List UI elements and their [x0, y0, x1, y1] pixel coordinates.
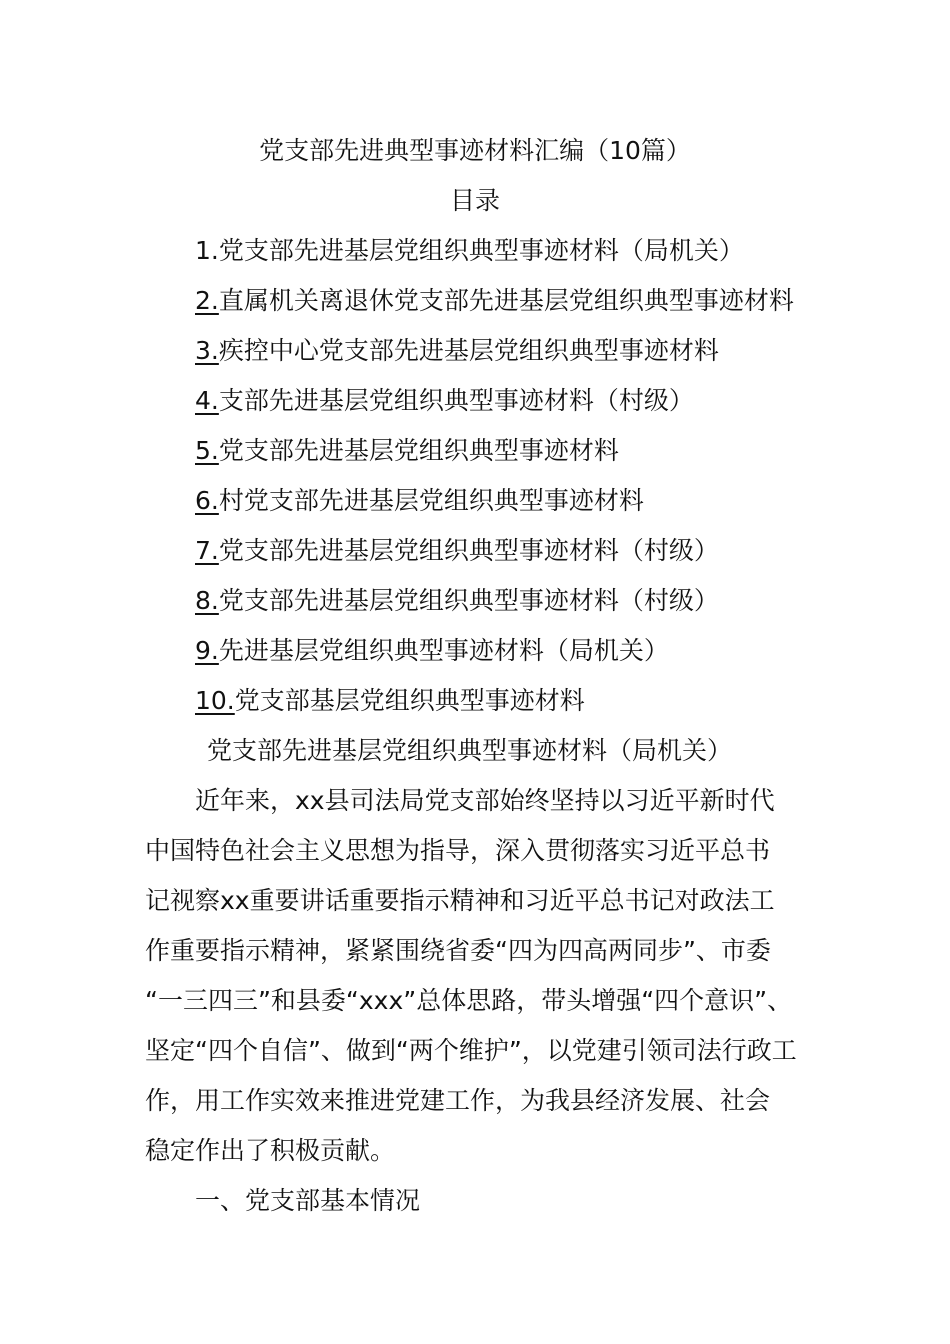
paragraph-line: 近年来，xx县司法局党支部始终坚持以习近平新时代	[195, 786, 775, 815]
toc-item-number: 1.	[195, 236, 219, 265]
toc-item-text: 疾控中心党支部先进基层党组织典型事迹材料	[218, 336, 719, 365]
toc-item-text: 先进基层党组织典型事迹材料（局机关）	[218, 636, 669, 665]
paragraph-line: 稳定作出了积极贡献。	[145, 1136, 396, 1165]
toc-item[interactable]	[195, 284, 794, 318]
toc-item-number: 5.	[195, 436, 219, 465]
toc-item[interactable]	[195, 684, 585, 718]
toc-item-text: 党支部先进基层党组织典型事迹材料（村级）	[218, 536, 719, 565]
document-title: 党支部先进典型事迹材料汇编（10篇）	[259, 136, 691, 165]
toc-item-number: 10.	[195, 686, 235, 715]
paragraph-line: 坚定“四个自信”、做到“两个维护”，以党建引领司法行政工	[145, 1036, 797, 1065]
section-heading: 一、党支部基本情况	[195, 1186, 421, 1215]
toc-item[interactable]	[195, 484, 644, 518]
paragraph-line: 作，用工作实效来推进党建工作，为我县经济发展、社会	[145, 1086, 771, 1115]
paragraph-line: 作重要指示精神，紧紧围绕省委“四为四高两同步”、市委	[145, 936, 771, 965]
toc-item-text: 党支部基层党组织典型事迹材料	[234, 686, 585, 715]
paragraph-line: 记视察xx重要讲话重要指示精神和习近平总书记对政法工	[145, 886, 775, 915]
article-title: 党支部先进基层党组织典型事迹材料（局机关）	[207, 736, 733, 765]
toc-item-text: 党支部先进基层党组织典型事迹材料	[218, 436, 619, 465]
paragraph-line: “一三四三”和县委“xxx”总体思路，带头增强“四个意识”、	[145, 986, 793, 1015]
toc-item-text: 村党支部先进基层党组织典型事迹材料	[218, 486, 644, 515]
toc-item-number: 9.	[195, 636, 219, 665]
toc-item-text: 支部先进基层党组织典型事迹材料（村级）	[218, 386, 694, 415]
toc-item[interactable]	[195, 234, 744, 268]
toc-item-number: 2.	[195, 286, 219, 315]
toc-item-text: 党支部先进基层党组织典型事迹材料（村级）	[218, 586, 719, 615]
toc-item-text: 党支部先进基层党组织典型事迹材料（局机关）	[218, 236, 744, 265]
toc-item[interactable]	[195, 384, 694, 418]
toc-item[interactable]	[195, 534, 719, 568]
toc-item[interactable]	[195, 634, 669, 668]
toc-item[interactable]	[195, 434, 619, 468]
toc-item[interactable]	[195, 584, 719, 618]
toc-heading: 目录	[449, 186, 500, 215]
toc-item-number: 8.	[195, 586, 219, 615]
paragraph-line: 中国特色社会主义思想为指导，深入贯彻落实习近平总书	[145, 836, 771, 865]
toc-item-number: 7.	[195, 536, 219, 565]
toc-item-number: 3.	[195, 336, 219, 365]
toc-item-number: 4.	[195, 386, 219, 415]
toc-item-number: 6.	[195, 486, 219, 515]
toc-item[interactable]	[195, 334, 719, 368]
toc-item-text: 直属机关离退休党支部先进基层党组织典型事迹材料	[218, 286, 794, 315]
